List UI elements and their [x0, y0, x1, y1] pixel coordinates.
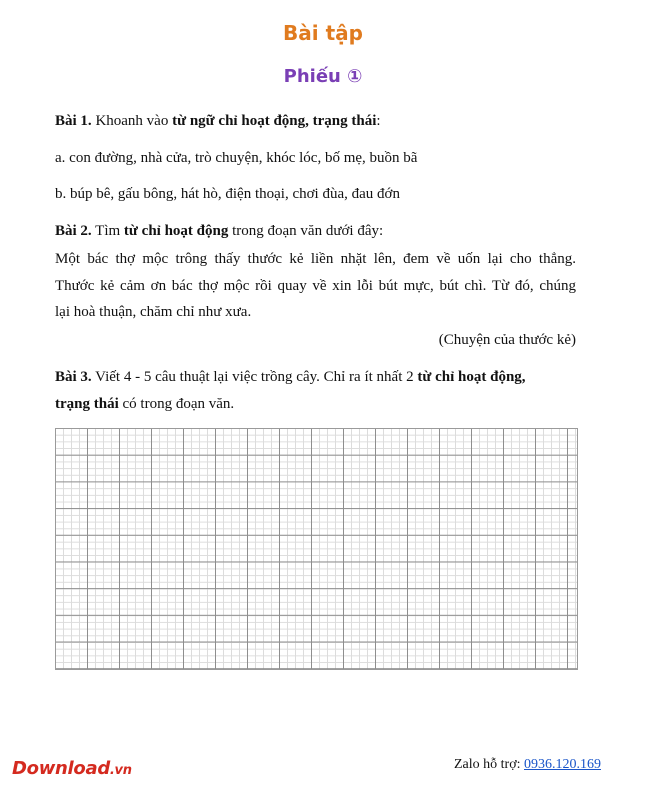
passage-line-2: Thước kẻ cảm ơn bác thợ mộc rồi quay về xin lỗi bút mực, bút chì. Từ đó, chúng: [55, 278, 576, 294]
exercise-1-keyword: từ ngữ chỉ hoạt động, trạng thái: [172, 113, 377, 129]
exercise-1-option-b: b. búp bê, gấu bông, hát hò, điện thoại, chơi đùa, đau đớn: [55, 186, 400, 202]
page-title: Bài tập: [283, 21, 363, 45]
exercise-2-text: Tìm: [91, 223, 124, 239]
passage-source: (Chuyện của thước kẻ): [438, 332, 576, 348]
exercise-2-keyword: từ chỉ hoạt động: [123, 223, 229, 239]
exercise-3-label: Bài 3.: [55, 369, 92, 385]
exercise-3-instruction-line-2: [55, 394, 576, 414]
worksheet-subtitle: Phiếu ①: [283, 66, 363, 87]
exercise-2-label: Bài 2.: [55, 223, 92, 239]
zalo-support: [454, 757, 601, 773]
exercise-1-colon: :: [376, 113, 381, 129]
exercise-1-label: Bài 1.: [55, 113, 92, 129]
passage-line-3: lại hoà thuận, chăm chỉ như xưa.: [55, 304, 252, 320]
exercise-1-instruction: [55, 111, 576, 131]
exercise-2-instruction: [55, 221, 576, 241]
download-vn-logo[interactable]: [12, 758, 132, 779]
zalo-phone-link[interactable]: 0936.120.169: [524, 757, 601, 772]
exercise-1-option-a: a. con đường, nhà cửa, trò chuyện, khóc lóc, bố mẹ, buồn bã: [55, 150, 418, 166]
logo-suffix: .vn: [109, 763, 132, 778]
exercise-3-text-end: có trong đoạn văn.: [118, 396, 235, 412]
exercise-3-instruction-line-1: [55, 367, 576, 387]
exercise-3-keyword-2: trạng thái: [55, 396, 119, 412]
zalo-label: Zalo hỗ trợ:: [454, 757, 524, 772]
writing-grid[interactable]: [55, 428, 578, 670]
logo-text: Download: [12, 758, 110, 779]
exercise-3-text: Viết 4 - 5 câu thuật lại việc trồng cây. Chỉ ra ít nhất 2: [91, 369, 418, 385]
exercise-2-text-end: trong đoạn văn dưới đây:: [228, 223, 384, 239]
exercise-3-keyword-1: từ chỉ hoạt động,: [417, 369, 526, 385]
exercise-1-text: Khoanh vào: [91, 113, 173, 129]
passage-line-1: Một bác thợ mộc trông thấy thước kẻ liền nhặt lên, đem về uốn lại cho thẳng.: [55, 251, 576, 267]
